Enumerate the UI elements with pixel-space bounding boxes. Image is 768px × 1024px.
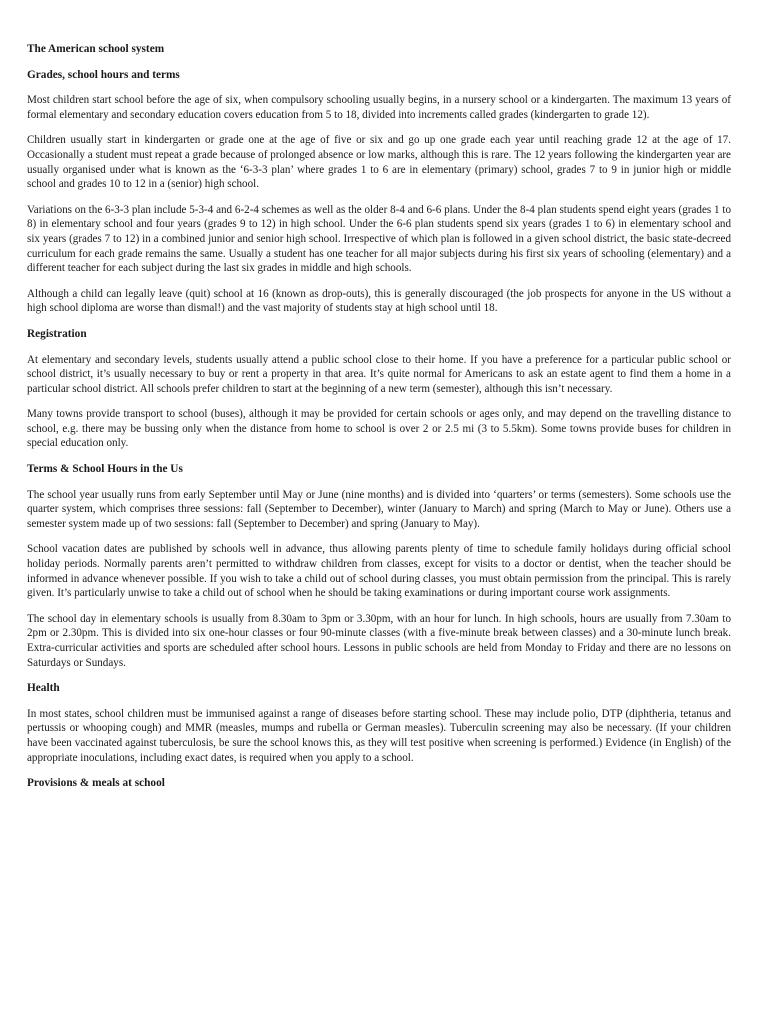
paragraph: Children usually start in kindergarten or grade one at the age of five or six and go up one grade each year until reaching grade 12 at the age of 17. Occasionally a student must repeat a grade because of prolonged absence or low marks, although this is rare. The 12 years following the kindergarten year are usually organised under what is known as the ‘6-3-3 plan’ where grades 1 to 6 are in elementary (primary) school, grades 7 to 9 in junior high or middle school and grades 10 to 12 in a (senior) high school. (27, 134, 731, 191)
section-heading-provisions: Provisions & meals at school (27, 777, 165, 790)
paragraph: In most states, school children must be immunised against a range of diseases before starting school. These may include polio, DTP (diphtheria, tetanus and pertussis or whooping cough) and MMR (measles, mumps and rubella or German measles). Tuberculin screening may also be necessary. (If your children have been vaccinated against tuberculosis, be sure the school knows this, as they will test positive when screening is performed.) Evidence (in English) of the appropriate inoculations, including exact dates, is required when you apply to a school. (27, 707, 731, 764)
paragraph: Many towns provide transport to school (buses), although it may be provided for certain schools or ages only, and may depend on the travelling distance to school, e.g. there may be bussing only when the distance from home to school is over 2 or 2.5 mi (3 to 5.5km). Some towns provide buses for children in special education only. (27, 408, 731, 450)
document-title: The American school system (27, 43, 165, 55)
paragraph: The school year usually runs from early September until May or June (nine months) and is divided into ‘quarters’ or terms (semesters). Some schools use the quarter system, which comprises three sessions: fall (September to December), winter (January to March) and spring (March to May or June). Others use a semester system made up of two sessions: fall (September to December) and spring (January to May). (27, 488, 731, 530)
paragraph: At elementary and secondary levels, students usually attend a public school close to their home. If you have a preference for a particular public school or school district, it’s usually necessary to buy or rent a property in that area. It’s quite normal for Americans to ask an estate agent to find them a home in a particular school district. All schools prefer children to start at the beginning of a new term (semester), although this isn’t necessary. (27, 353, 731, 395)
paragraph: Although a child can legally leave (quit) school at 16 (known as drop-outs), this is generally discouraged (the job prospects for anyone in the US without a high school diploma are worse than dismal!) and the vast majority of students stay at high school until 18. (27, 287, 731, 315)
section-heading-registration: Registration (27, 327, 87, 340)
paragraph: The school day in elementary schools is usually from 8.30am to 3pm or 3.30pm, with an hour for lunch. In high schools, hours are usually from 7.30am to 2pm or 2.30pm. This is divided into six one-hour classes or four 90-minute classes (with a five-minute break between classes) and a 30-minute lunch break. Extra-curricular activities and sports are scheduled after school hours. Lessons in public schools are held from Monday to Friday and there are no lessons on Saturdays or Sundays. (27, 612, 731, 669)
paragraph: Variations on the 6-3-3 plan include 5-3-4 and 6-2-4 schemes as well as the older 8-4 and 6-6 plans. Under the 8-4 plan students spend eight years (grades 1 to 8) in elementary school and four years (grades 9 to 12) in high school. Under the 6-6 plan students spend six years (grades 1 to 6) in elementary school and six years (grades 7 to 12) in a combined junior and senior high school. Irrespective of which plan is followed in a given school district, the basic state-decreed curriculum for each grade remains the same. Usually a student has one teacher for all major subjects during his first six years of schooling (elementary) and a different teacher for each subject during the last six grades in middle and high schools. (27, 203, 731, 275)
section-heading-grades: Grades, school hours and terms (27, 68, 180, 81)
paragraph: Most children start school before the age of six, when compulsory schooling usually begins, in a nursery school or a kindergarten. The maximum 13 years of formal elementary and secondary education covers education from 5 to 18, divided into increments called grades (kindergarten to grade 12). (27, 94, 731, 121)
section-heading-health: Health (27, 682, 60, 695)
section-heading-terms: Terms & School Hours in the Us (27, 463, 183, 476)
document-page (27, 42, 731, 791)
paragraph: School vacation dates are published by schools well in advance, thus allowing parents plenty of time to schedule family holidays during official school holiday periods. Normally parents aren’t permitted to withdraw children from classes, except for visits to a doctor or dentist, when the teacher should be informed in advance whenever possible. If you wish to take a child out of school during classes, you must obtain permission from the principal. This is rarely given. It’s particularly unwise to take a child out of school when he should be taking examinations or during important course work assignments. (27, 543, 731, 600)
